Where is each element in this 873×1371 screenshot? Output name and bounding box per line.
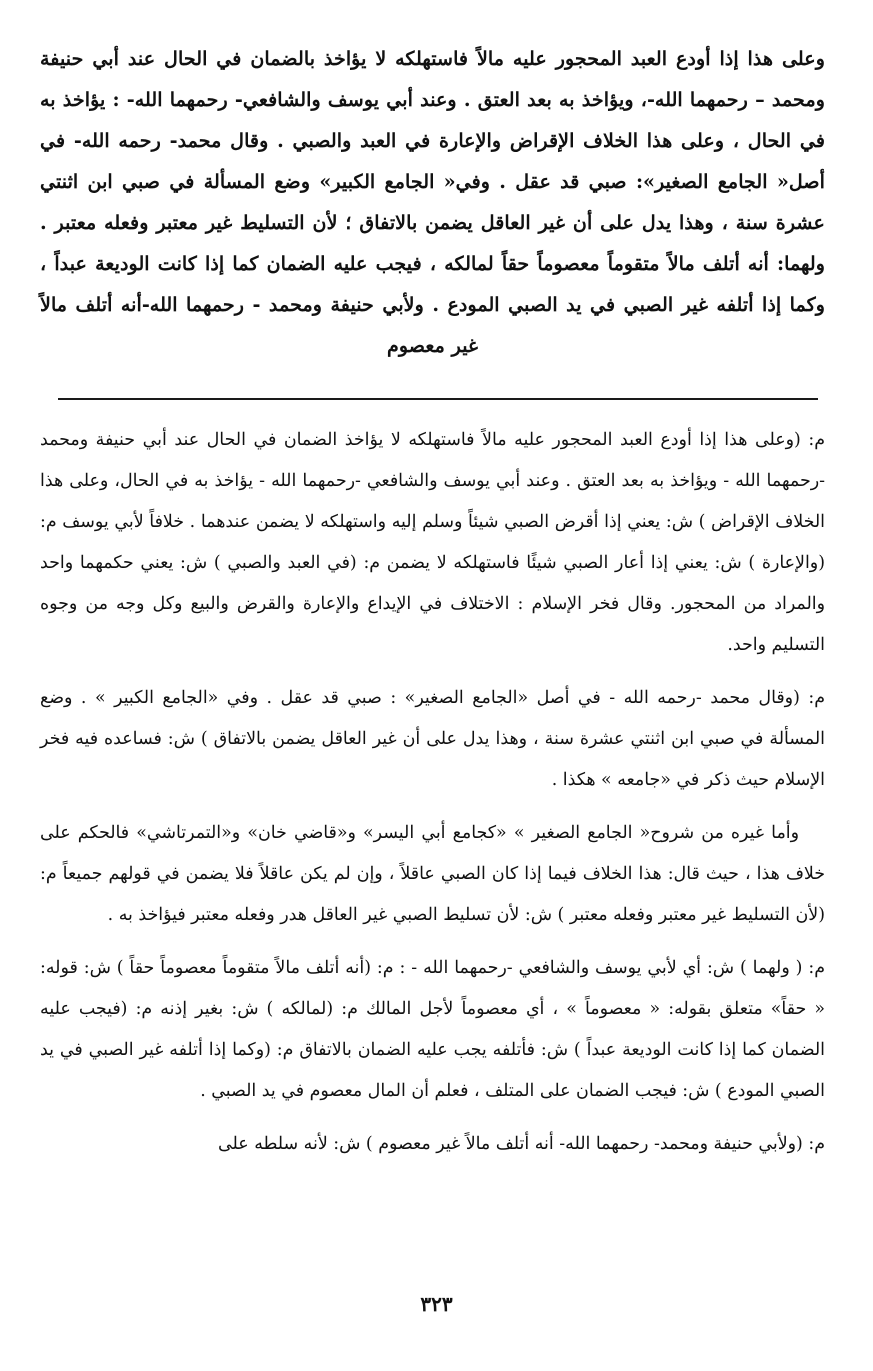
commentary-paragraph: م: (وعلى هذا إذا أودع العبد المحجور عليه مالاً فاستهلكه لا يؤاخذ الضمان في الحال عند أبي حنيفة ومحمد -رحمهما الله - ويؤاخذ به بعد العتق . وعند أبي يوسف والشافعي -رحمهما الله - يؤاخذ به في الحال، وعلى هذا الخلاف الإقراض ) ش: يعني إذا أقرض الصبي شيئاً وسلم إليه واستهلكه لا يضمن عندهما . خلافاً لأبي يوسف م: (والإعارة ) ش: يعني إذا أعار الصبي شيئًا فاستهلكه لا يضمن م: (في العبد والصبي ) ش: يعني حكمهما واحد والمراد من المحجور. وقال فخر الإسلام : الاختلاف في الإيداع والإعارة والقرض والبيع وكل وجه من وجوه التسليم واحد.: [40, 430, 825, 655]
section-divider: [58, 398, 818, 400]
commentary-paragraph: م: (ولأبي حنيفة ومحمد- رحمهما الله- أنه أتلف مالاً غير معصوم ) ش: لأنه سلطه على: [218, 1134, 825, 1154]
commentary-paragraph: م: (وقال محمد -رحمه الله - في أصل «الجامع الصغير» : صبي قد عقل . وفي «الجامع الكبير » . وضع المسألة في صبي ابن اثنتي عشرة سنة ، وهذا يدل على أن غير العاقل يضمن بالاتفاق ) ش: فساعده فيه فخر الإسلام حيث ذكر في «جامعه » هكذا .: [40, 688, 825, 790]
commentary-paragraph: م: ( ولهما ) ش: أي لأبي يوسف والشافعي -رحمهما الله - : م: (أنه أتلف مالاً متقوماً معصوماً حقاً ) ش: قوله: « حقاً» متعلق بقوله: « معصوماً » ، أي معصوماً لأجل المالك م: (لمالكه ) ش: بغير إذنه م: (فيجب عليه الضمان كما إذا كانت الوديعة عبداً ) ش: فأتلفه يجب عليه الضمان بالاتفاق م: (وكما إذا أتلفه غير الصبي في يد الصبي المودع ) ش: فيجب الضمان على المتلف ، فعلم أن المال معصوم في يد الصبي .: [40, 958, 825, 1101]
commentary-block: [40, 420, 825, 1177]
page-number: ٣٢٣: [420, 1292, 453, 1316]
main-text-block: وعلى هذا إذا أودع العبد المحجور عليه مالاً فاستهلكه لا يؤاخذ بالضمان في الحال عند أبي حنيفة ومحمد – رحمهما الله-، ويؤاخذ به بعد العتق . وعند أبي يوسف والشافعي- رحمهما الله- : يؤاخذ به في الحال ، وعلى هذا الخلاف الإقراض والإعارة في العبد والصبي . وقال محمد- رحمه الله- في أصل« الجامع الصغير»: صبي قد عقل . وفي« الجامع الكبير» وضع المسألة في صبي ابن اثنتي عشرة سنة ، وهذا يدل على أن غير العاقل يضمن بالاتفاق ؛ لأن التسليط غير معتبر وفعله معتبر . ولهما: أنه أتلف مالاً متقوماً معصوماً حقاً لمالكه ، فيجب عليه الضمان كما إذا كانت الوديعة عبداً ، وكما إذا أتلفه غير الصبي في يد الصبي المودع . ولأبي حنيفة ومحمد - رحمهما الله-أنه أتلف مالاً غير معصوم: [40, 47, 825, 357]
commentary-paragraph: وأما غيره من شروح« الجامع الصغير » «كجامع أبي اليسر» و«قاضي خان» و«التمرتاشي» فالحكم على خلاف هذا ، حيث قال: هذا الخلاف فيما إذا كان الصبي عاقلاً ، وإن لم يكن عاقلاً فلا يضمن في قولهم جميعاً م: (لأن التسليط غير معتبر وفعله معتبر ) ش: لأن تسليط الصبي غير العاقل هدر وفعله معتبر فيؤاخذ به .: [40, 823, 825, 925]
